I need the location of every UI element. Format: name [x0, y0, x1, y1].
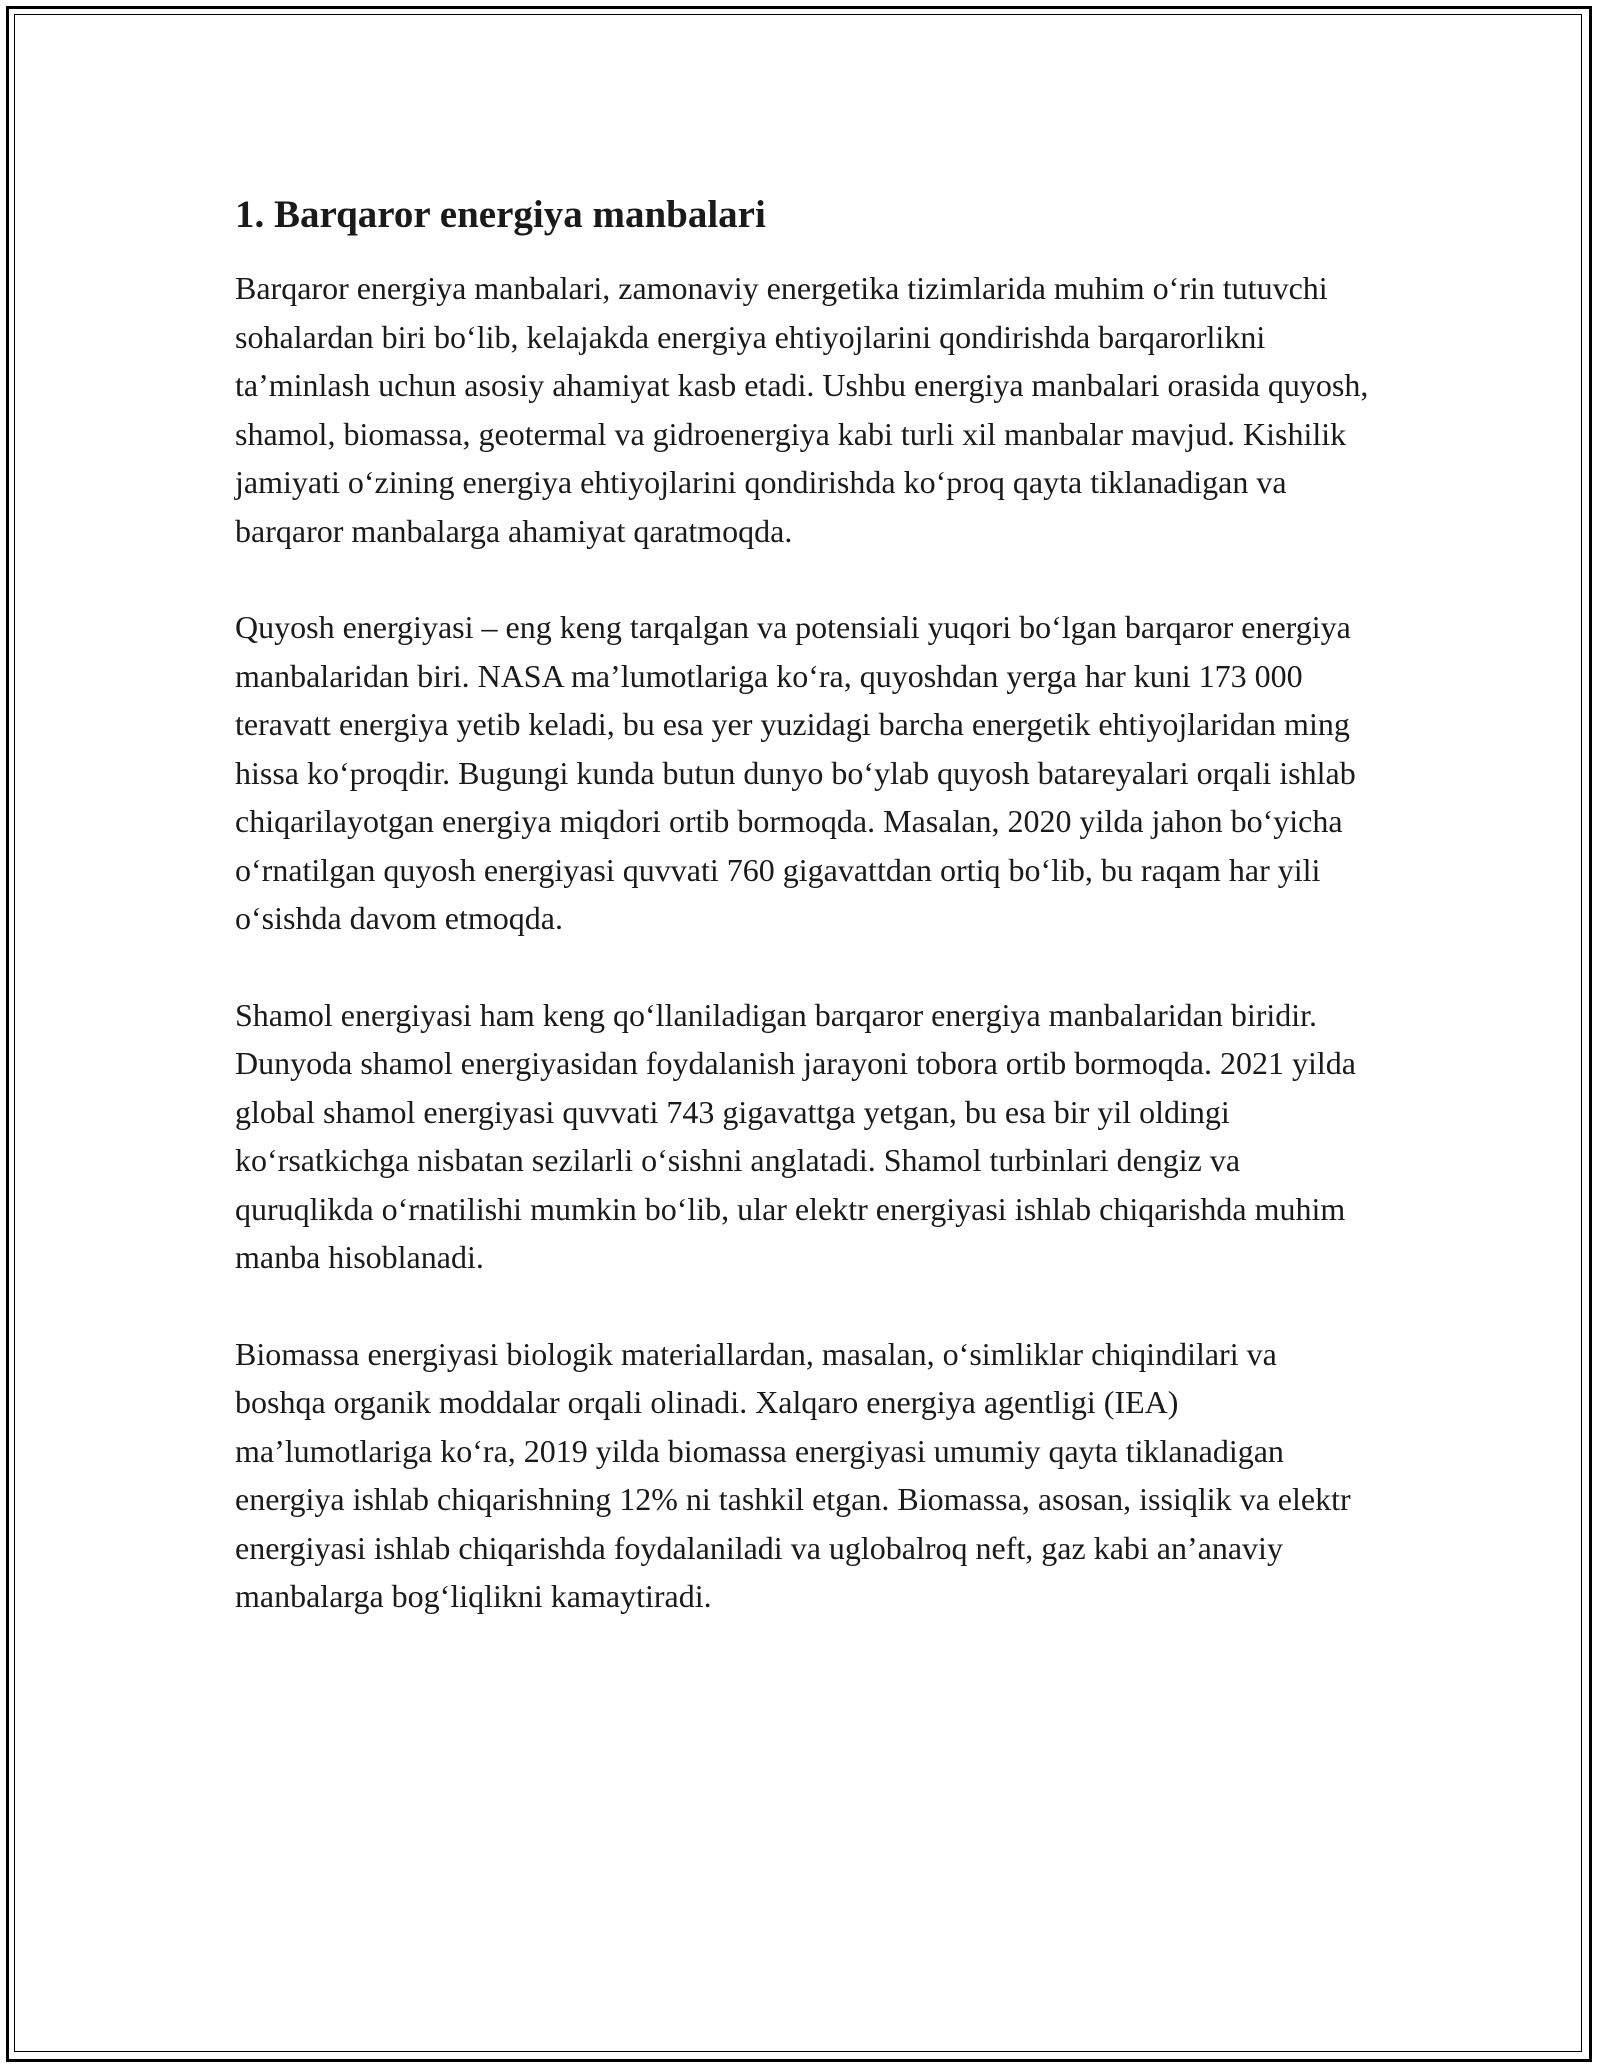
- paragraph-solar: Quyosh energiyasi – eng keng tarqalgan va potensiali yuqori bo‘lgan barqaror energiya manbalaridan biri. NASA ma’lumotlariga ko‘ra, quyoshdan yerga har kuni 173 000 teravatt energiya yetib keladi, bu esa yer yuzidagi barcha energetik ehtiyojlaridan ming hissa ko‘proqdir. Bugungi kunda butun dunyo bo‘ylab quyosh batareyalari orqali ishlab chiqarilayotgan energiya miqdori ortib bormoqda. Masalan, 2020 yilda jahon bo‘yicha o‘rnatilgan quyosh energiyasi quvvati 760 gigavattdan ortiq bo‘lib, bu raqam har yili o‘sishda davom etmoqda.: [235, 609, 1356, 936]
- paragraph-wind: Shamol energiyasi ham keng qo‘llaniladigan barqaror energiya manbalaridan biridir. Dunyoda shamol energiyasidan foydalanish jarayoni tobora ortib bormoqda. 2021 yilda global shamol energiyasi quvvati 743 gigavattga yetgan, bu esa bir yil oldingi ko‘rsatkichga nisbatan sezilarli o‘sishni anglatadi. Shamol turbinlari dengiz va quruqlikda o‘rnatilishi mumkin bo‘lib, ular elektr energiyasi ishlab chiqarishda muhim manba hisoblanadi.: [235, 996, 1356, 1275]
- paragraph-biomass: Biomassa energiyasi biologik materiallardan, masalan, o‘simliklar chiqindilari va boshqa organik moddalar orqali olinadi. Xalqaro energiya agentligi (IEA) ma’lumotlariga ko‘ra, 2019 yilda biomassa energiyasi umumiy qayta tiklanadigan energiya ishlab chiqarishning 12% ni tashkil etgan. Biomassa, asosan, issiqlik va elektr energiyasi ishlab chiqarishda foydalaniladi va uglobalroq neft, gaz kabi an’anaviy manbalarga bog‘liqlikni kamaytiradi.: [235, 1335, 1351, 1614]
- section-heading: 1. Barqaror energiya manbalari: [235, 193, 766, 236]
- paragraph-intro: Barqaror energiya manbalari, zamonaviy energetika tizimlarida muhim o‘rin tutuvchi sohalardan biri bo‘lib, kelajakda energiya ehtiyojlarini qondirishda barqarorlikni ta’minlash uchun asosiy ahamiyat kasb etadi. Ushbu energiya manbalari orasida quyosh, shamol, biomassa, geotermal va gidroenergiya kabi turli xil manbalar mavjud. Kishilik jamiyati o‘zining energiya ehtiyojlarini qondirishda ko‘proq qayta tiklanadigan va barqaror manbalarga ahamiyat qaratmoqda.: [235, 270, 1369, 549]
- document-body: [235, 190, 1375, 1669]
